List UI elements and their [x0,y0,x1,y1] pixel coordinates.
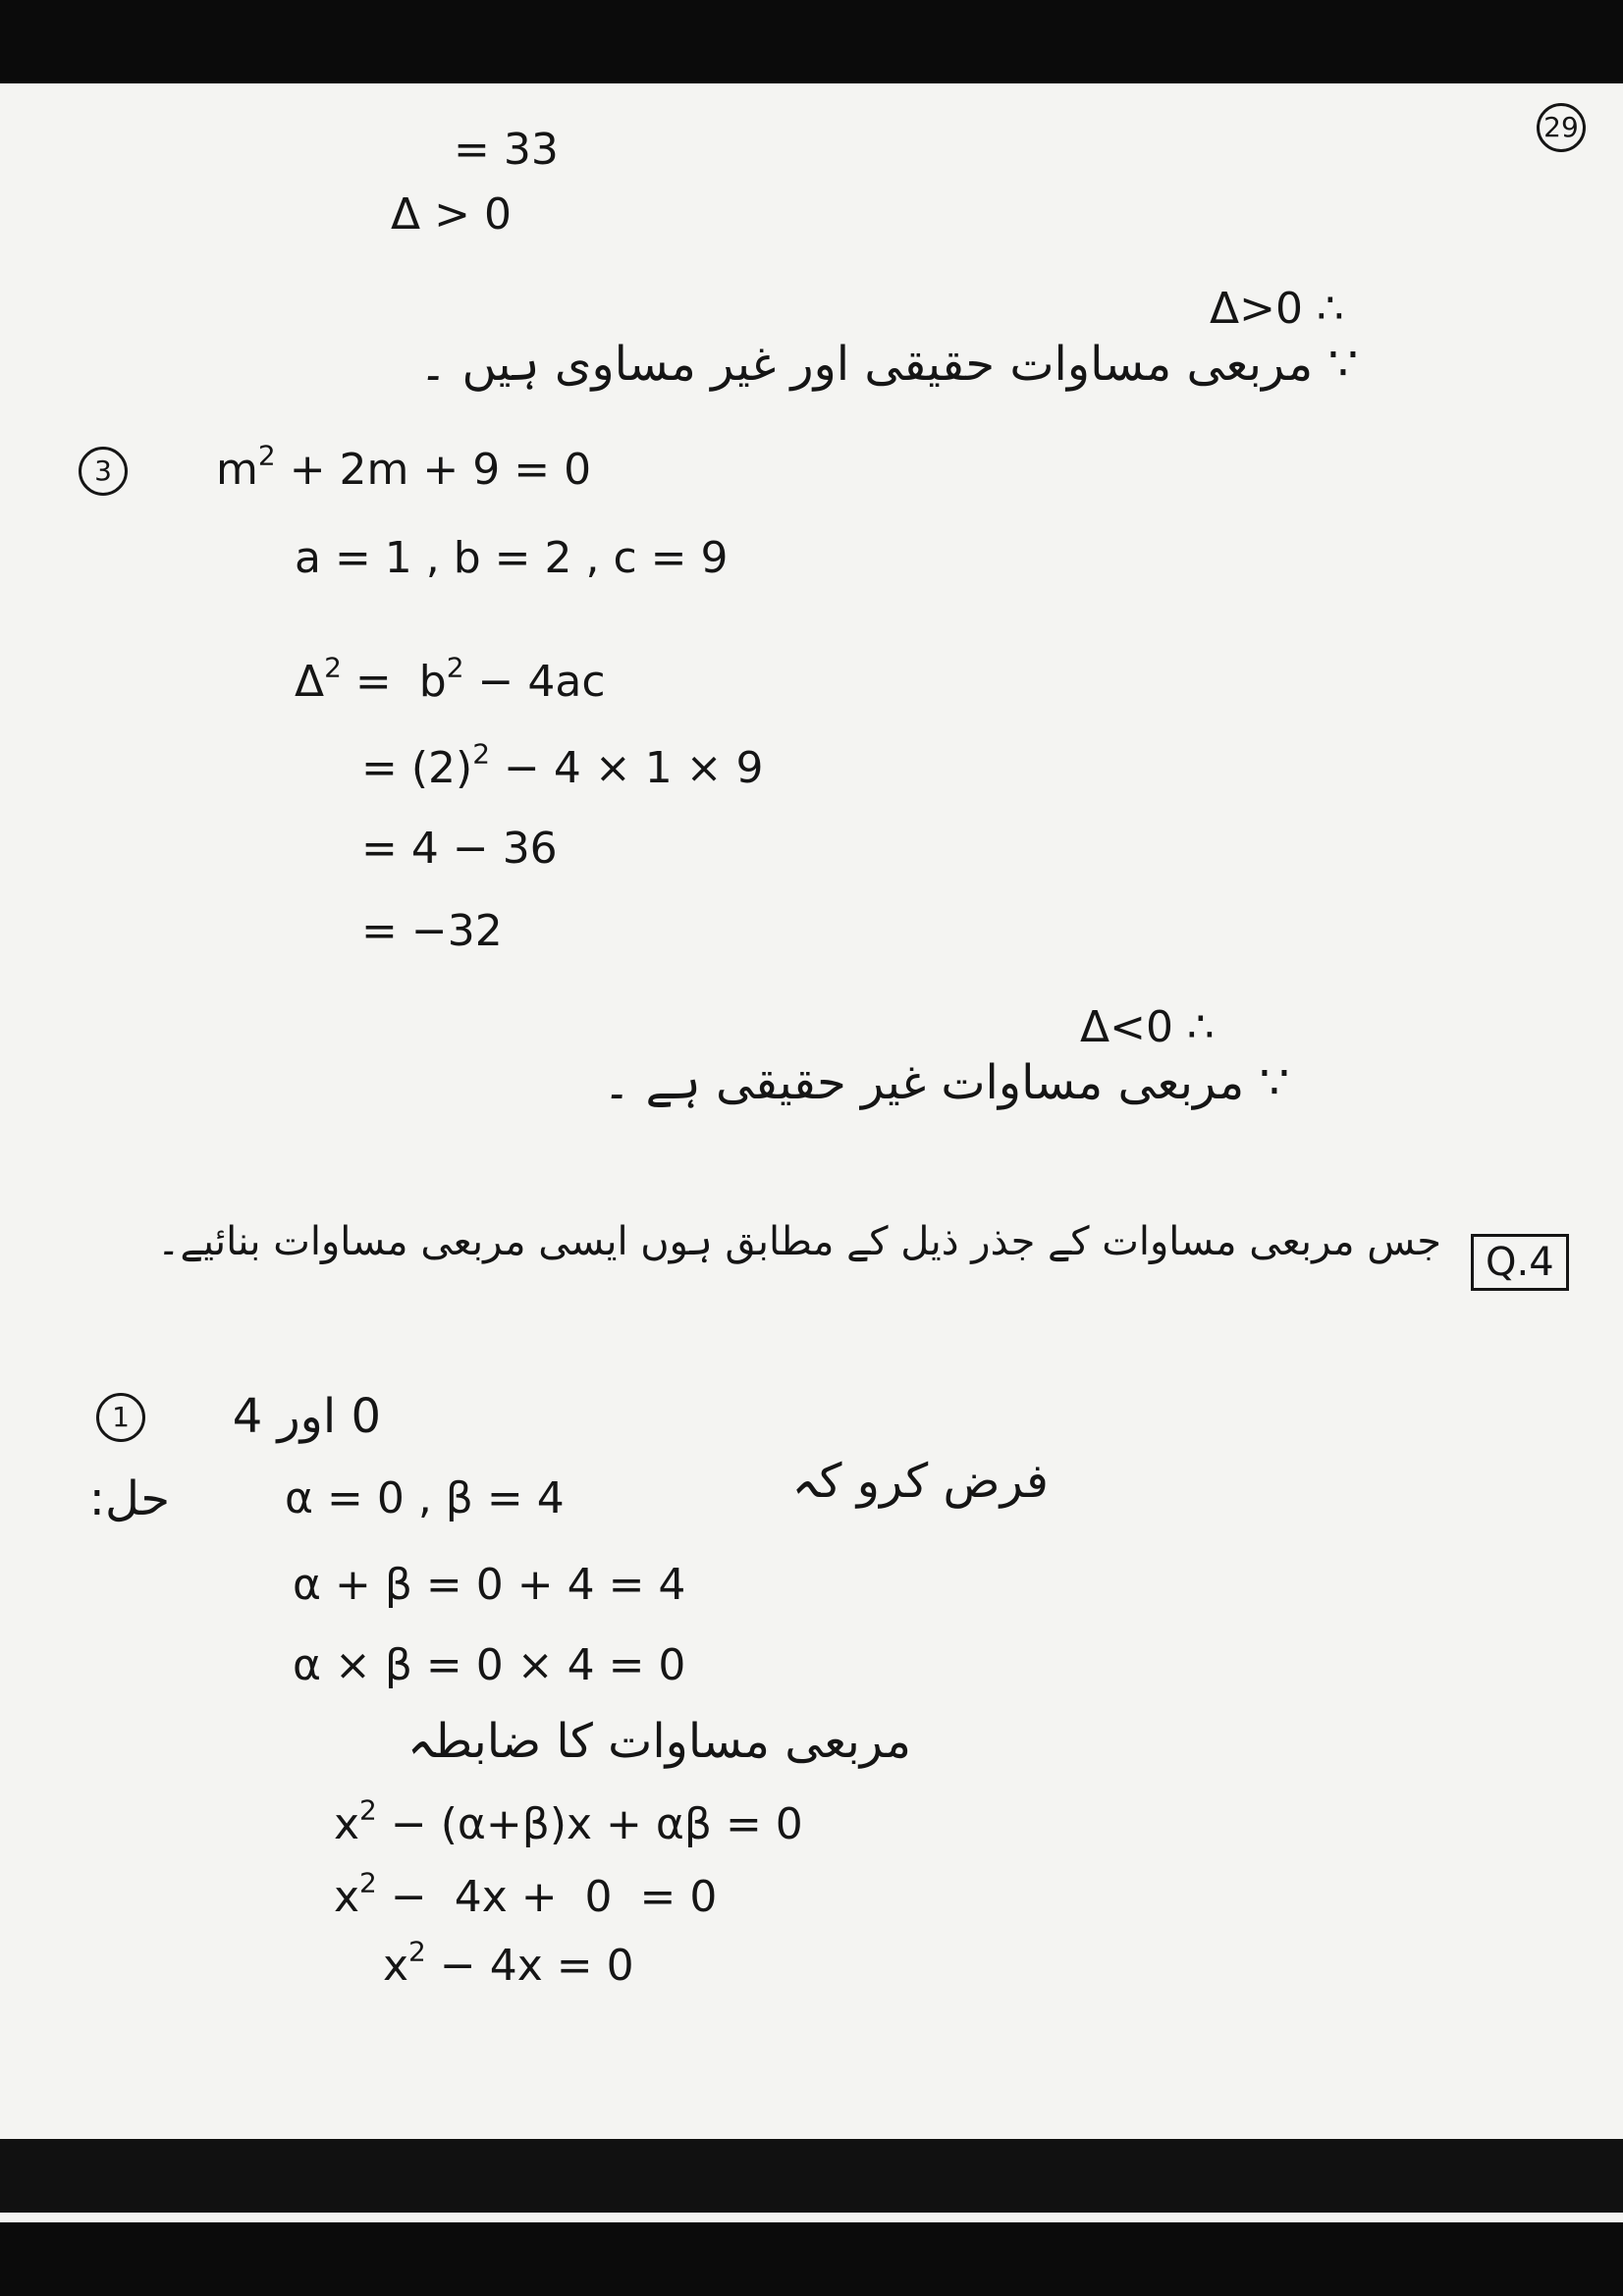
discriminant-step-1: = $(2)^2 - 4 \times 1 \times 9$ [361,737,764,793]
page-number: 29 [1537,103,1586,152]
formula-label: مربعی مساوات کا ضابطہ [406,1714,911,1769]
conclusion-non-real: ∵ مربعی مساوات غیر حقیقی ہے ۔ [603,1055,1289,1110]
conclusion-real-unequal: ∵ مربعی مساوات حقیقی اور غیر مساوی ہیں ۔ [419,337,1358,392]
roots-given: 0 اور 4 [232,1389,381,1444]
item-number-3: 3 [79,447,128,496]
assume-label: فرض کرو کہ [791,1454,1049,1509]
solution-label: حل: [88,1471,170,1526]
therefore-negative: Δ<0 ∴ [1080,1002,1215,1052]
quadratic-formula: $x^2 - (\alpha+\beta)x + \alpha\beta = 0$ [334,1793,803,1849]
coefficients-3: a = 1 , b = 2 , c = 9 [295,533,729,583]
photo-background [0,2139,1623,2213]
final-equation: $x^2 - 4x = 0$ [383,1935,634,1991]
notebook-page [0,83,1623,2222]
root-assignment: α = 0 , β = 4 [285,1473,565,1523]
therefore-positive: Δ>0 ∴ [1210,284,1344,334]
item-number-1: 1 [96,1393,145,1442]
discriminant-formula-3: $\Delta^2 = b^2 - 4ac$ [295,651,606,707]
discriminant-positive: Δ > 0 [391,189,512,240]
question-text: جس مربعی مساوات کے جذر ذیل کے مطابق ہوں ایسی مربعی مساوات بنائیے۔ [157,1219,1441,1264]
result-value: = 33 [454,125,559,175]
discriminant-step-2: = 4 − 36 [361,824,558,874]
equation-3: $m^2 + 2m + 9 = 0$ [216,439,592,495]
substituted-equation: $x^2 - 4x + 0 = 0$ [334,1866,718,1922]
discriminant-step-3: = −32 [361,906,503,956]
product-of-roots: α × β = 0 × 4 = 0 [293,1640,686,1690]
sum-of-roots: α + β = 0 + 4 = 4 [293,1560,686,1610]
question-label: Q.4 [1471,1234,1569,1291]
